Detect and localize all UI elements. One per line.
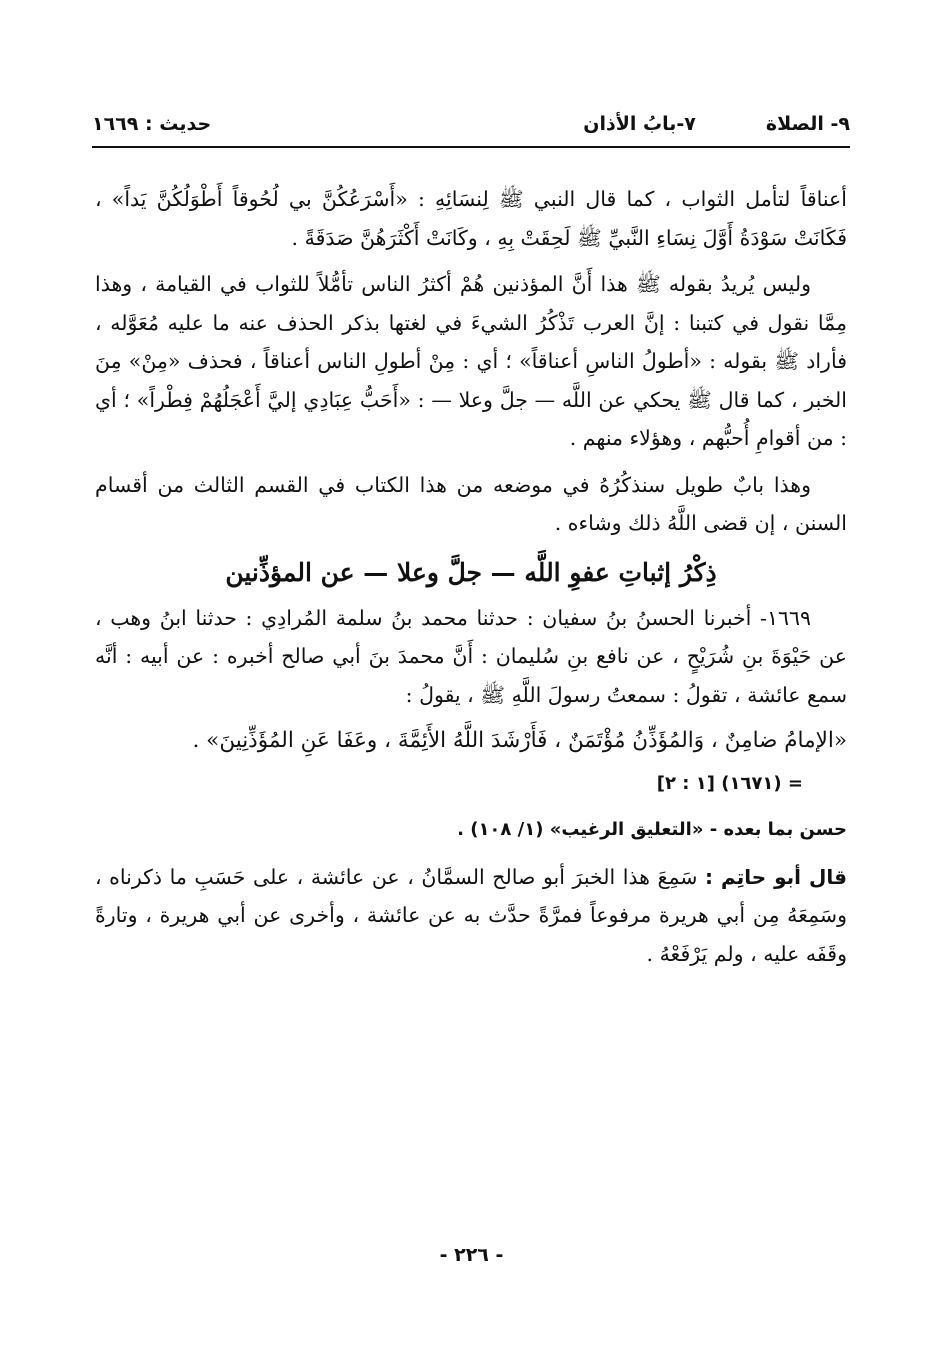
- commentary-lead: قال أبو حاتِم :: [705, 864, 847, 889]
- commentary-text: سَمِعَ هذا الخبرَ أبو صالح السمَّانُ ، عن عائشة ، على حَسَبِ ما ذكرناه ، وسَمِعَهُ مِن أبي هريرة مرفوعاً فمرَّةً حدَّث به عن عائشة ، وأخرى عن أبي هريرة ، وتارةً وقَفَه عليه ، ولم يَرْفَعْهُ .: [95, 864, 847, 966]
- paragraph-2: وليس يُريدُ بقوله ﷺ هذا أَنَّ المؤذنين هُمْ أكثرُ الناس تأمُّلاً للثواب في القيامة ، وهذا مِمَّا نقول في كتبنا : إنَّ العرب تَذْكُرُ الشيءَ في لغتها بذكر الحذف عنه ما عليه مُعَوَّله ، فأراد ﷺ بقوله : «أطولُ الناسِ أعناقاً» ؛ أي : مِنْ أطولِ الناس أعناقاً ، فحذف «مِنْ» مِنَ الخبر ، كما قال ﷺ يحكي عن اللَّه — جلَّ وعلا — : «أَحَبُّ عِبَادِي إليَّ أَعْجَلُهُمْ فِطْراً» ؛ أي : من أقوامِ أُحبُّهم ، وهؤلاء منهم .: [95, 272, 847, 450]
- commentary-paragraph: [95, 858, 847, 974]
- hadith-grade: حسن بما بعده - «التعليق الرغيب» (١/ ١٠٨) .: [457, 819, 847, 840]
- paragraph-3: وهذا بابٌ طويل سنذكُرُهُ في موضعه من هذا الكتاب في القسم الثالث من أقسام السنن ، إن قضى اللَّهُ ذلك وشاءه .: [95, 472, 847, 535]
- chapter-title: ٩- الصلاة: [765, 113, 850, 135]
- page-body: [95, 180, 847, 981]
- hadith-matn: «الإمامُ ضامِنٌ ، وَالمُؤَذِّنُ مُؤْتَمَنٌ ، فَأَرْشَدَ اللَّهُ الأَئِمَّةَ ، وعَفَا عَنِ المُؤَذِّنِينَ» .: [192, 728, 847, 753]
- running-header: [92, 104, 850, 144]
- hadith-cross-reference: = (١٦٧١) [١ : ٢]: [656, 772, 803, 794]
- hadith-number-header: حديث : ١٦٦٩: [92, 113, 212, 135]
- hadith-isnad: ١٦٦٩- أخبرنا الحسنُ بنُ سفيان : حدثنا محمد بنُ سلمة المُرادِي : حدثنا ابنُ وهب ، عن حَيْوَةَ بنِ شُرَيْحٍ ، عن نافع بنِ سُليمان : أَنَّ محمدَ بنَ أبي صالح أخبره : عن أبيه : أنَّه سمع عائشة ، تقولُ : سمعتُ رسولَ اللَّهِ ﷺ ، يقولُ :: [95, 605, 847, 707]
- chapter-heading: ذِكْرُ إثباتِ عفوِ اللَّه — جلَّ وعلا — عن المؤذِّنين: [225, 557, 717, 587]
- page-number: - ٢٢٦ -: [439, 1244, 504, 1266]
- section-title-header: ٧-بابُ الأذان: [583, 113, 696, 135]
- paragraph-1: أعناقاً لتأمل الثواب ، كما قال النبي ﷺ لِنسَائِهِ : «أَسْرَعُكُنَّ بي لُحُوقاً أَطْوَلُكُنَّ يَداً» ، فَكَانَتْ سَوْدَةُ أَوَّلَ نِسَاءِ النَّبيِّ ﷺ لَحِقَتْ بِهِ ، وكَانَتْ أَكْثَرَهُنَّ صَدَقَةً .: [95, 187, 847, 250]
- header-rule: [92, 146, 850, 148]
